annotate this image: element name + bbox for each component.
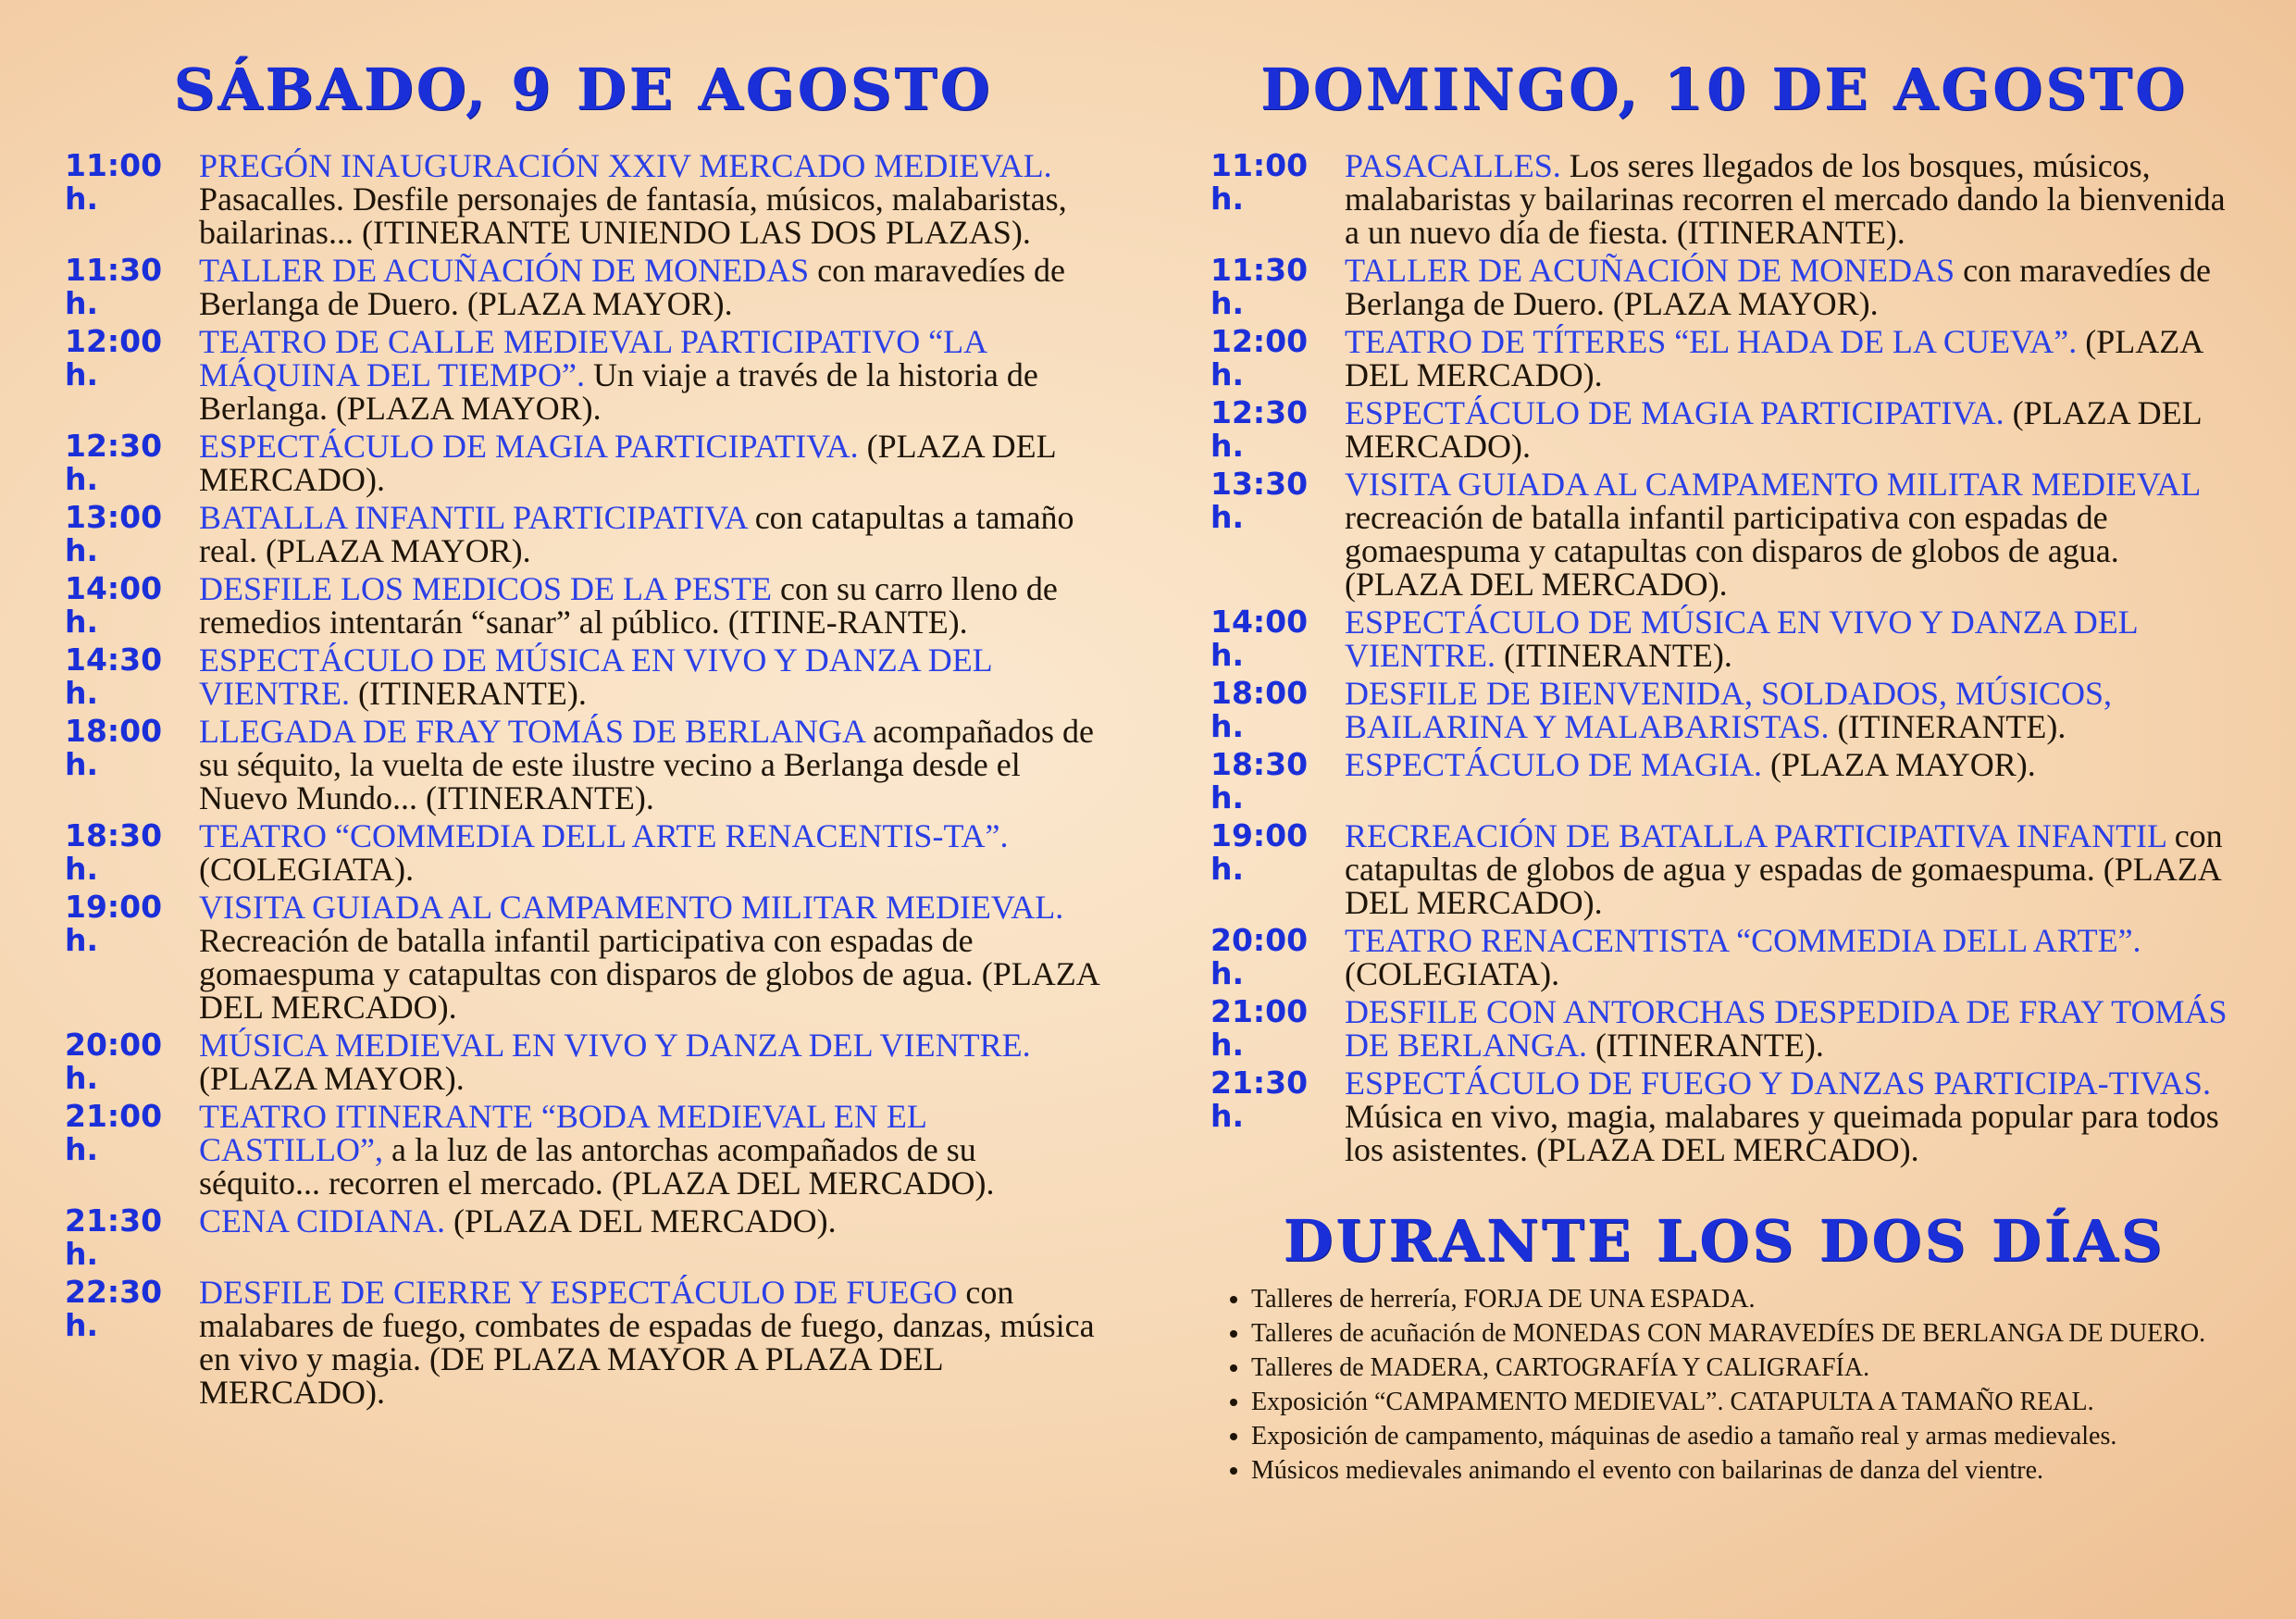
schedule-row	[1210, 677, 2238, 743]
event-description	[1345, 748, 2238, 815]
event-time: 21:30 h.	[65, 1202, 163, 1272]
event-description	[199, 149, 1101, 249]
event-details: con maravedíes de Berlanga de Duero. (PLAZA MAYOR).	[1345, 252, 2211, 322]
event-title: DESFILE DE CIERRE Y ESPECTÁCULO DE FUEGO	[199, 1274, 958, 1311]
saturday-schedule	[65, 149, 1101, 1409]
event-details: Los seres llegados de los bosques, músicos, malabaristas y bailarinas recorren el mercado dando la bienvenida a un nuevo día de fiesta. (ITINERANTE).	[1345, 147, 2226, 251]
event-title: ESPECTÁCULO DE FUEGO Y DANZAS PARTICIPA-TIVAS.	[1345, 1065, 2211, 1102]
event-description	[1345, 149, 2238, 249]
list-item: • Exposición “CAMPAMENTO MEDIEVAL”. CATAPULTA A TAMAÑO REAL.	[1251, 1387, 2238, 1417]
event-time: 19:00 h.	[1210, 817, 1309, 887]
list-item: • Talleres de acuñación de MONEDAS CON MARAVEDÍES DE BERLANGA DE DUERO.	[1251, 1318, 2238, 1349]
event-description	[199, 1100, 1101, 1200]
event-title: PREGÓN INAUGURACIÓN XXIV MERCADO MEDIEVAL.	[199, 147, 1052, 184]
event-time: 11:30 h.	[1210, 252, 1309, 321]
schedule-row	[65, 643, 1101, 710]
schedule-row	[65, 715, 1101, 815]
event-time: 21:00 h.	[65, 1098, 163, 1167]
event-time: 12:00 h.	[65, 323, 163, 392]
event-description	[1345, 1066, 2238, 1166]
event-title: TEATRO “COMMEDIA DELL ARTE RENACENTIS-TA”.	[199, 817, 1009, 854]
event-description	[1345, 254, 2238, 320]
event-description	[199, 501, 1101, 567]
event-description	[199, 325, 1101, 425]
event-details: (ITINERANTE).	[1586, 1027, 1824, 1064]
schedule-row	[65, 1204, 1101, 1271]
event-details: con maravedíes de Berlanga de Duero. (PLAZA MAYOR).	[199, 252, 1065, 322]
event-details: (PLAZA DEL MERCADO).	[1345, 394, 2202, 465]
event-title: ESPECTÁCULO DE MÚSICA EN VIVO Y DANZA DEL VIENTRE.	[1345, 604, 2138, 674]
event-details: (PLAZA MAYOR).	[199, 1060, 465, 1097]
event-time: 14:00 h.	[65, 570, 163, 640]
event-title: TEATRO DE TÍTERES “EL HADA DE LA CUEVA”.	[1345, 323, 2078, 360]
event-details: Recreación de batalla infantil participativa con espadas de gomaespuma y catapultas con disparos de globos de agua. (PLAZA DEL MERCADO).	[199, 922, 1098, 1026]
event-details: con catapultas a tamaño real. (PLAZA MAYOR).	[199, 499, 1074, 569]
schedule-row	[65, 819, 1101, 886]
event-description	[1345, 396, 2238, 463]
event-title: TEATRO RENACENTISTA “COMMEDIA DELL ARTE”.	[1345, 922, 2141, 959]
event-description	[1345, 677, 2238, 743]
event-time: 18:00 h.	[65, 713, 163, 782]
event-title: CENA CIDIANA.	[199, 1202, 445, 1239]
event-time: 18:30 h.	[65, 817, 163, 887]
event-title: MÚSICA MEDIEVAL EN VIVO Y DANZA DEL VIENTRE.	[199, 1027, 1031, 1064]
schedule-row	[65, 325, 1101, 425]
schedule-row	[1210, 605, 2238, 672]
event-description	[1345, 995, 2238, 1062]
event-details: (PLAZA MAYOR).	[1762, 746, 2036, 783]
event-description	[199, 254, 1101, 320]
event-description	[1345, 325, 2238, 392]
schedule-row	[65, 501, 1101, 567]
event-details: con su carro lleno de remedios intentarán “sanar” al público. (ITINE-RANTE).	[199, 570, 1058, 641]
schedule-row	[1210, 325, 2238, 392]
event-time: 18:30 h.	[1210, 746, 1309, 816]
schedule-row	[65, 1276, 1101, 1409]
event-description	[199, 890, 1101, 1024]
event-details: con catapultas de globos de agua y espadas de gomaespuma. (PLAZA DEL MERCADO).	[1345, 817, 2223, 921]
event-details: (COLEGIATA).	[199, 851, 415, 888]
event-description	[199, 819, 1101, 886]
event-details: Un viaje a través de la historia de Berlanga. (PLAZA MAYOR).	[199, 356, 1038, 427]
event-description	[199, 643, 1101, 710]
event-details: (PLAZA DEL MERCADO).	[1345, 323, 2203, 393]
schedule-row	[1210, 254, 2238, 320]
list-item: • Músicos medievales animando el evento con bailarinas de danza del vientre.	[1251, 1455, 2238, 1486]
schedule-row	[1210, 819, 2238, 919]
schedule-row	[65, 890, 1101, 1024]
event-details: acompañados de su séquito, la vuelta de este ilustre vecino a Berlanga desde el Nuevo Mundo... (ITINERANTE).	[199, 713, 1094, 816]
event-time: 20:00 h.	[1210, 922, 1309, 991]
event-description	[199, 715, 1101, 815]
schedule-row	[65, 254, 1101, 320]
event-time: 14:00 h.	[1210, 604, 1309, 673]
event-details: Música en vivo, magia, malabares y queimada popular para todos los asistentes. (PLAZA DEL MERCADO).	[1345, 1098, 2219, 1168]
event-title: DESFILE CON ANTORCHAS DESPEDIDA DE FRAY TOMÁS DE BERLANGA.	[1345, 993, 2228, 1064]
during-list	[1210, 1284, 2238, 1486]
event-time: 22:30 h.	[65, 1274, 163, 1343]
event-title: LLEGADA DE FRAY TOMÁS DE BERLANGA	[199, 713, 865, 750]
saturday-title: SÁBADO, 9 DE AGOSTO	[173, 56, 993, 123]
schedule-row	[1210, 149, 2238, 249]
event-title: RECREACIÓN DE BATALLA PARTICIPATIVA INFANTIL	[1345, 817, 2166, 854]
event-details: (ITINERANTE).	[1829, 708, 2066, 745]
event-title: PASACALLES.	[1345, 147, 1561, 184]
list-item: • Exposición de campamento, máquinas de asedio a tamaño real y armas medievales.	[1251, 1421, 2238, 1451]
event-title: ESPECTÁCULO DE MAGIA.	[1345, 746, 1763, 783]
event-time: 12:00 h.	[1210, 323, 1309, 392]
event-time: 13:00 h.	[65, 499, 163, 568]
schedule-row	[1210, 748, 2238, 815]
event-details: (PLAZA DEL MERCADO).	[445, 1202, 837, 1239]
schedule-row	[65, 1100, 1101, 1200]
event-title: DESFILE LOS MEDICOS DE LA PESTE	[199, 570, 773, 607]
event-description	[199, 572, 1101, 639]
schedule-row	[1210, 995, 2238, 1062]
event-title: BATALLA INFANTIL PARTICIPATIVA	[199, 499, 747, 536]
event-title: TEATRO DE CALLE MEDIEVAL PARTICIPATIVO “LA MÁQUINA DEL TIEMPO”.	[199, 323, 987, 393]
event-time: 11:00 h.	[1210, 147, 1309, 217]
event-title: DESFILE DE BIENVENIDA, SOLDADOS, MÚSICOS, BAILARINA Y MALABARISTAS.	[1345, 675, 2113, 745]
sunday-schedule	[1210, 149, 2238, 1166]
event-time: 18:00 h.	[1210, 675, 1309, 744]
event-time: 14:30 h.	[65, 641, 163, 711]
event-title: ESPECTÁCULO DE MÚSICA EN VIVO Y DANZA DEL VIENTRE.	[199, 641, 992, 712]
sunday-column	[1210, 0, 2238, 1489]
schedule-row	[1210, 924, 2238, 990]
event-description	[199, 430, 1101, 496]
event-title: VISITA GUIADA AL CAMPAMENTO MILITAR MEDIEVAL	[1345, 466, 2200, 503]
schedule-row	[1210, 396, 2238, 463]
event-description	[199, 1028, 1101, 1095]
event-details: (ITINERANTE).	[1495, 637, 1732, 674]
event-description	[1345, 467, 2238, 601]
schedule-row	[65, 430, 1101, 496]
schedule-row	[1210, 467, 2238, 601]
schedule-row	[65, 1028, 1101, 1095]
event-title: TALLER DE ACUÑACIÓN DE MONEDAS	[1345, 252, 1955, 289]
event-details: (COLEGIATA).	[1345, 955, 1560, 992]
event-title: VISITA GUIADA AL CAMPAMENTO MILITAR MEDIEVAL.	[199, 889, 1064, 926]
event-details: con malabares de fuego, combates de espadas de fuego, danzas, música en vivo y magia. (DE PLAZA MAYOR A PLAZA DEL MERCADO).	[199, 1274, 1095, 1411]
during-title: DURANTE LOS DOS DÍAS	[1283, 1207, 2166, 1275]
event-description	[1345, 605, 2238, 672]
event-time: 21:00 h.	[1210, 993, 1309, 1063]
saturday-column	[65, 0, 1101, 1414]
event-time: 19:00 h.	[65, 889, 163, 958]
list-item: • Talleres de herrería, FORJA DE UNA ESPADA.	[1251, 1284, 2238, 1314]
event-title: TALLER DE ACUÑACIÓN DE MONEDAS	[199, 252, 810, 289]
event-title: ESPECTÁCULO DE MAGIA PARTICIPATIVA.	[199, 428, 859, 465]
event-time: 20:00 h.	[65, 1027, 163, 1096]
schedule-row	[65, 149, 1101, 249]
event-time: 13:30 h.	[1210, 466, 1309, 535]
event-time: 12:30 h.	[1210, 394, 1309, 464]
schedule-row	[65, 572, 1101, 639]
event-description	[199, 1276, 1101, 1409]
event-details: recreación de batalla infantil participativa con espadas de gomaespuma y catapultas con disparos de globos de agua. (PLAZA DEL MERCADO).	[1345, 499, 2119, 603]
schedule-row	[1210, 1066, 2238, 1166]
event-description	[199, 1204, 1101, 1271]
event-details: a la luz de las antorchas acompañados de su séquito... recorren el mercado. (PLAZA DEL MERCADO).	[199, 1131, 995, 1202]
event-details: Pasacalles. Desfile personajes de fantasía, músicos, malabaristas, bailarinas... (ITINERANTE UNIENDO LAS DOS PLAZAS).	[199, 181, 1067, 251]
event-title: TEATRO ITINERANTE “BODA MEDIEVAL EN EL CASTILLO”,	[199, 1098, 926, 1168]
list-item: • Talleres de MADERA, CARTOGRAFÍA Y CALIGRAFÍA.	[1251, 1352, 2238, 1383]
event-description	[1345, 819, 2238, 919]
sunday-title: DOMINGO, 10 DE AGOSTO	[1260, 56, 2189, 123]
event-time: 21:30 h.	[1210, 1065, 1309, 1134]
event-details: (PLAZA DEL MERCADO).	[199, 428, 1056, 498]
event-time: 12:30 h.	[65, 428, 163, 497]
event-description	[1345, 924, 2238, 990]
event-title: ESPECTÁCULO DE MAGIA PARTICIPATIVA.	[1345, 394, 2004, 431]
event-details: (ITINERANTE).	[349, 675, 587, 712]
event-time: 11:30 h.	[65, 252, 163, 321]
event-time: 11:00 h.	[65, 147, 163, 217]
